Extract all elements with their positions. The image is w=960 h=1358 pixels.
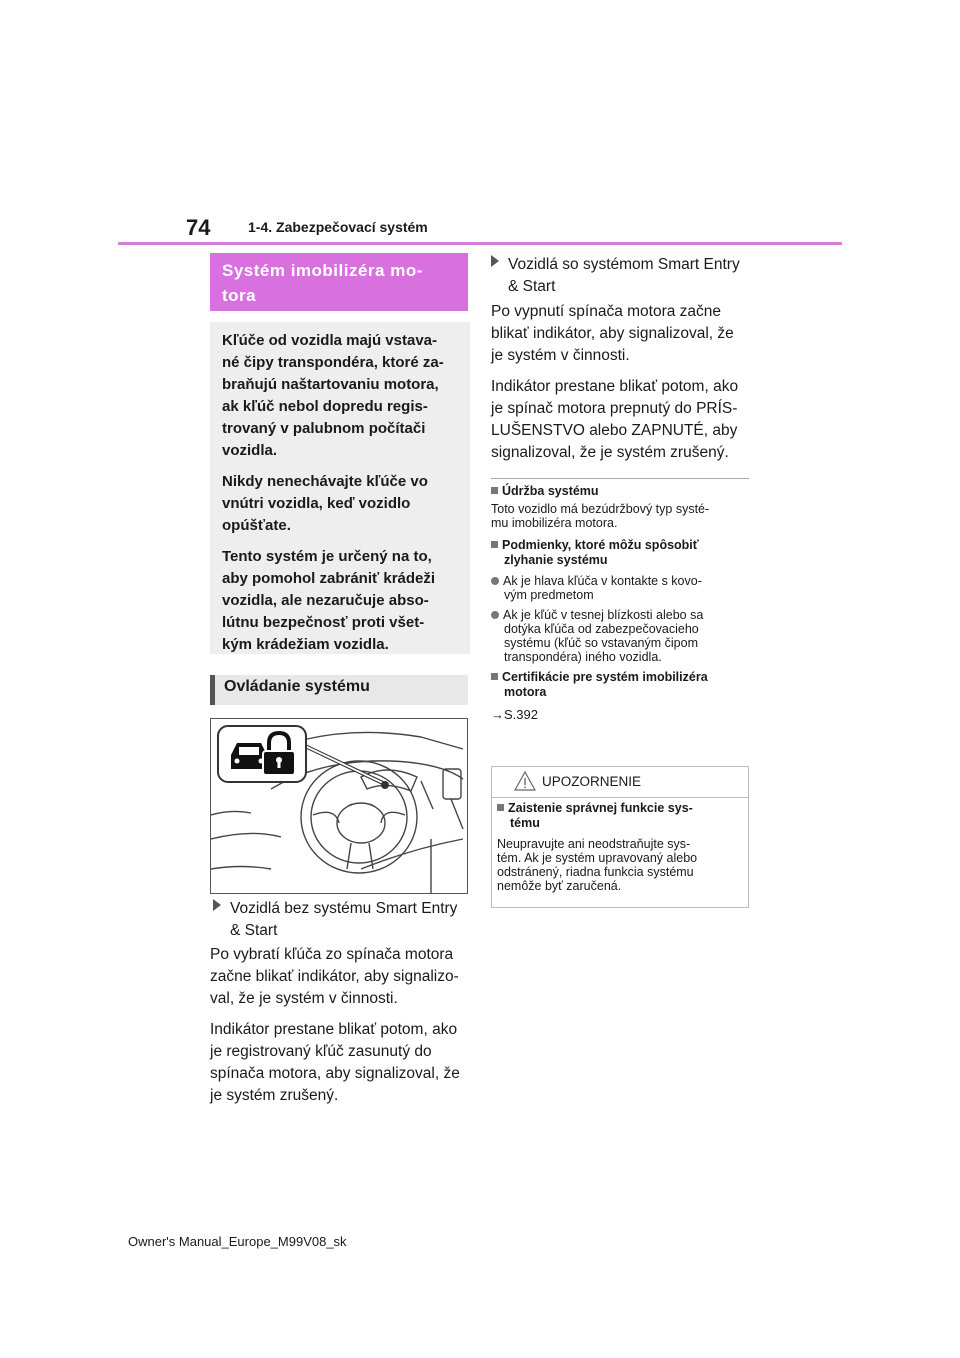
keys-note-paragraph: Nikdy nenechávajte kľúče vo vnútri vozidla, keď vozidlo opúšťate. — [222, 473, 428, 534]
warning-title-bar — [492, 767, 748, 798]
dashboard-illustration — [210, 718, 468, 894]
notes-divider — [491, 478, 749, 479]
maintenance-text: Toto vozidlo má bezúdržbový typ systé- mu imobilizéra motora. — [491, 502, 710, 530]
immobilizer-heading — [210, 253, 468, 311]
operation-heading: Ovládanie systému — [210, 675, 468, 705]
square-bullet-icon — [491, 541, 498, 548]
circle-bullet-icon — [491, 577, 499, 585]
malfunction-item: Ak je hlava kľúča v kontakte s kovo- vým predmetom — [491, 574, 751, 602]
warning-title: UPOZORNENIE — [542, 774, 642, 789]
header-rule — [118, 242, 842, 245]
certification-reference[interactable]: →S.392 — [491, 707, 538, 722]
immobilizer-heading-line: tora — [222, 286, 257, 305]
square-bullet-icon — [491, 673, 498, 680]
warning-triangle-icon — [514, 771, 536, 791]
certification-heading: Certifikácie pre systém imobilizéra motora — [491, 670, 751, 700]
footer: Owner's Manual_Europe_M99V08_sk — [128, 1234, 347, 1249]
intro-paragraph: Kľúče od vozidla majú vstava- né čipy transpondéra, ktoré za- braňujú naštartovaniu motora, ak kľúč nebol dopredu regis- trovaný v palubnom počítači vozidla. — [222, 332, 444, 459]
circle-bullet-icon — [491, 611, 499, 619]
malfunction-item: Ak je kľúč v tesnej blízkosti alebo sa dotýka kľúča od zabezpečovacieho systému (kľúč so vstavaným čipom transpondéra) iného vozidla. — [491, 608, 751, 664]
warning-heading: Zaistenie správnej funkcie sys- tému — [497, 801, 745, 831]
page-number: 74 — [186, 215, 211, 240]
immobilizer-heading-line: Systém imobilizéra mo- — [222, 261, 423, 280]
warning-content — [497, 801, 745, 893]
without-smart-entry-text: Po vybratí kľúča zo spínača motora začne blikať indikátor, aby signalizo- val, že je systém v činnosti. Indikátor prestane blikať potom, ako je registrovaný kľúč zasunutý do spínača motora, aby signalizoval, že je systém zrušený. — [210, 946, 460, 1104]
triangle-bullet-icon — [213, 899, 221, 911]
with-smart-entry-text: Po vypnutí spínača motora začne blikať indikátor, aby signalizoval, že je systém v činnosti. Indikátor prestane blikať potom, ako je spínač motora prepnutý do PRÍS- LUŠENSTVO alebo ZAPNUTÉ, aby signalizoval, že je systém zrušený. — [491, 303, 739, 461]
malfunction-heading: Podmienky, ktoré môžu spôsobiť zlyhanie systému — [491, 538, 751, 568]
warning-text: Neupravujte ani neodstraňujte sys- tém. Ak je systém upravovaný alebo odstránený, riadna funkcia systému nemôže byť zaručená. — [497, 837, 698, 893]
warning-box — [491, 766, 749, 908]
notes-section — [491, 484, 751, 722]
without-smart-entry-title: Vozidlá bez systému Smart Entry & Start — [213, 898, 457, 942]
lock-indicator-icon — [217, 725, 307, 783]
triangle-bullet-icon — [491, 255, 499, 267]
square-bullet-icon — [497, 804, 504, 811]
section-title: 1-4. Zabezpečovací systém — [248, 219, 428, 235]
theft-note-paragraph: Tento systém je určený na to, aby pomohol zabrániť krádeži vozidla, ale nezaručuje abso- lútnu bezpečnosť proti všet- kým krádežiam vozidla. — [222, 548, 436, 653]
with-smart-entry-title: Vozidlá so systémom Smart Entry & Start — [491, 254, 753, 298]
square-bullet-icon — [491, 487, 498, 494]
maintenance-heading: Údržba systému — [491, 484, 751, 499]
intro-box — [210, 322, 470, 654]
